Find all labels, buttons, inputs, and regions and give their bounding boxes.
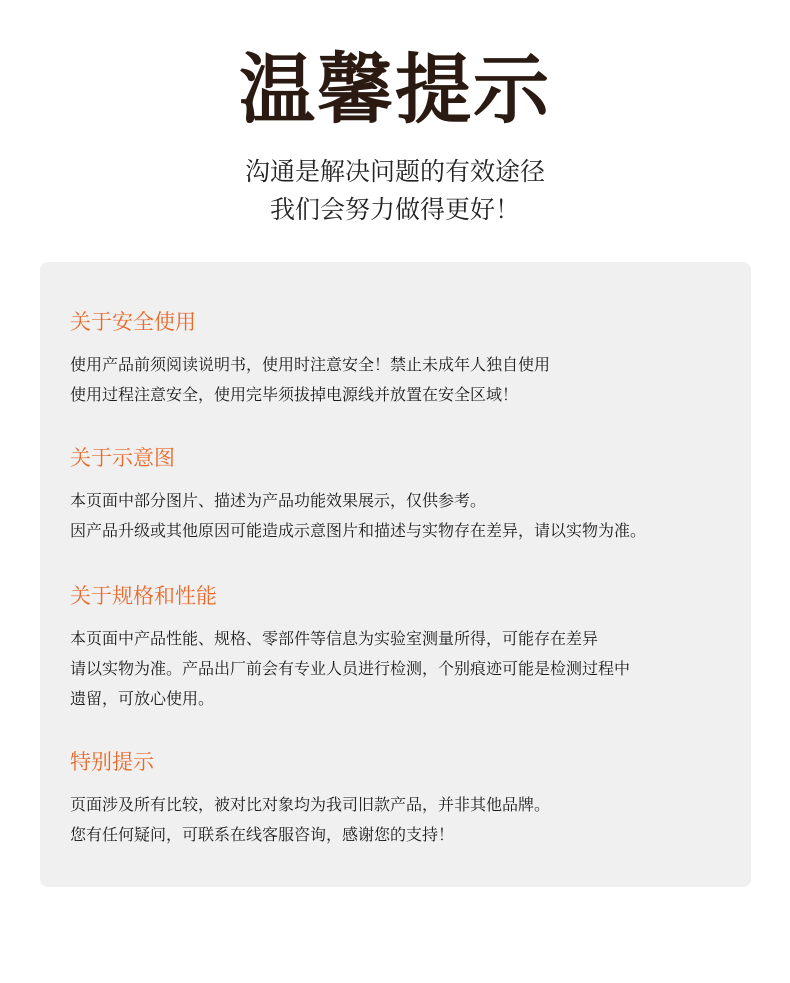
section-heading-special: 特别提示 bbox=[70, 750, 154, 774]
notice-panel bbox=[40, 262, 751, 887]
section-heading-safety: 关于安全使用 bbox=[70, 310, 196, 334]
section-line: 使用过程注意安全，使用完毕须拔掉电源线并放置在安全区域！ bbox=[70, 385, 519, 404]
section-line: 使用产品前须阅读说明书，使用时注意安全！禁止未成年人独自使用 bbox=[70, 355, 551, 374]
section-heading-specs: 关于规格和性能 bbox=[70, 584, 217, 608]
section-line: 页面涉及所有比较，被对比对象均为我司旧款产品，并非其他品牌。 bbox=[70, 795, 551, 814]
section-safety bbox=[70, 307, 730, 410]
section-special bbox=[70, 747, 730, 850]
subtitle-line-1: 沟通是解决问题的有效途径 bbox=[244, 157, 545, 186]
section-illustration bbox=[70, 443, 730, 546]
section-line: 因产品升级或其他原因可能造成示意图片和描述与实物存在差异，请以实物为准。 bbox=[70, 521, 647, 540]
section-heading-illustration: 关于示意图 bbox=[70, 446, 175, 470]
section-line: 请以实物为准。产品出厂前会有专业人员进行检测，个别痕迹可能是检测过程中 bbox=[70, 659, 631, 678]
subtitle-line-2: 我们会努力做得更好！ bbox=[269, 195, 520, 224]
section-line: 您有任何疑问，可联系在线客服咨询，感谢您的支持！ bbox=[70, 825, 455, 844]
section-specs bbox=[70, 581, 730, 714]
page-title: 温馨提示 bbox=[239, 45, 551, 134]
section-line: 本页面中产品性能、规格、零部件等信息为实验室测量所得，可能存在差异 bbox=[70, 629, 599, 648]
section-line: 遗留，可放心使用。 bbox=[70, 689, 215, 708]
section-line: 本页面中部分图片、描述为产品功能效果展示，仅供参考。 bbox=[70, 491, 487, 510]
